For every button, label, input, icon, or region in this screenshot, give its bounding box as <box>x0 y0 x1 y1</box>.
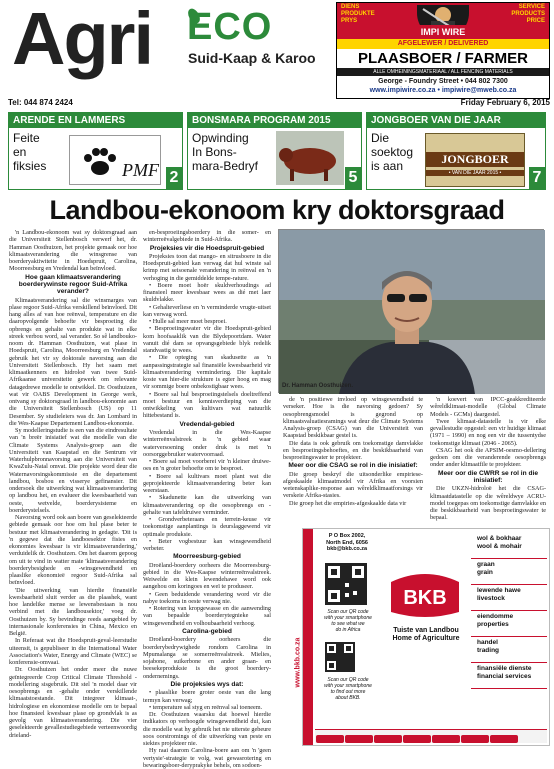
ad-strip: ALLE OMHEININGSMATERIAAL / ALL FENCING MATERIALS <box>337 68 549 76</box>
ad-products: PRODUCTS <box>511 11 545 17</box>
bkb-category: handel trading <box>471 637 547 663</box>
bullet: • Grondverbeteraars en terrein-keuse vir toekomstige aanplantings is deurslaggewend vir optimale produksie. <box>143 516 271 538</box>
impi-wire-advert[interactable] <box>336 2 550 99</box>
article-headline: Landbou-ekonoom kry doktorsgraad <box>49 195 505 225</box>
pmf-text: PMF <box>122 160 159 180</box>
ad-contact <box>337 77 549 95</box>
subheading: Carolina-gebied <box>182 627 232 635</box>
ad-price: PRICE <box>526 18 545 24</box>
bull-photo <box>276 131 344 185</box>
bkb-category: eiendomme properties <box>471 611 547 637</box>
paragraph: Klimaatsverandering sal die winsmarges van plase regoor Suid-Afrika verskillend beïnvloed. Dit hang alles af van hoe reënval, temperature en die daaropvolgende behoefte vir besproeiing die opbrengs en gehalte van produkte wat in elke streek verbou word, sal verander. So sê landbouko-noom dr. Hamman Oosthuizen, wat plase in Hoedspruit, Carolina, Moorreesburg en Vredendal gebruik het vir sy doktorale navorsing aan die Universiteit Stellenbosch. Hy het saam met klimaatkenners en hidroloë van twee Suid-Afrikaanse universiteite gewerk om relevante datagedrewe modelle te ontwikkel. Dr. Oosthuizen, wat vir OABS Development in George werk, ontvang sy doktorsgraad in landbou-ekonomie aan die Universiteit Stellenbosch (US) op 11 Desember. Sy studieleiers was dr. Jan Lombard in die Wes-Kaapse Departement Landbou-ekonomie. <box>9 296 137 427</box>
bkb-side-bar <box>303 529 313 745</box>
article-column-3 <box>283 396 423 524</box>
ad-web[interactable]: www.impiwire.co.za • impiwire@mweb.co.za <box>369 87 517 94</box>
bullet: • Geen beduidende verandering word vir die nabye toekoms in oeste verwag nie. <box>143 590 271 605</box>
ad-prys: PRYS <box>341 18 358 24</box>
jongboer-logo-text: JONGBOER <box>426 152 524 167</box>
bullet: • Besproeiingswater vir die Hoedspruit-gebied kom hoofsaaklik van die Blydepoortdam. Water vanuit dié dam se opvangsgebiede blyk redelik standvastig te wees. <box>143 325 271 355</box>
article-column-2 <box>143 229 271 769</box>
brand-badge-icon <box>316 735 344 743</box>
teaser-header: JONGBOER VAN DIE JAAR <box>367 113 545 128</box>
bkb-logo-icon <box>383 564 467 624</box>
dateline <box>8 98 550 111</box>
man-portrait-icon <box>279 230 545 394</box>
paragraph: Twee klimaat-datastelle is vir elke gevallestudie opgestel: een vir huidige klimaat (1971 – 1990) en nog een vir die tussentydse toekomstige klimaat (2046 - 2065). <box>430 417 546 447</box>
teaser-text: Opwinding In Bons- mara-Bedryf <box>192 131 259 173</box>
subheading: Meer oor die CSAG se rol in die inisiatief: <box>288 462 418 470</box>
teaser-page-number: 2 <box>166 167 182 189</box>
teaser-text: Feite en fiksies <box>13 131 47 173</box>
brand-badge-icon <box>461 735 489 743</box>
paragraph: 'Die uitwerking van hierdie finansiële kwesbaarheid sluit verder as die plaashek, want hoe landelike mense se lewensbestaan is nou verbind met die landbousektor,' voeg dr. Oosthuizen by. Sy bevindinge reeds aangebied by internasionale konferensies in China, Mexico en België. <box>9 586 137 638</box>
jongboer-logo-sub: • VAN DIE JAAR 2015 • <box>426 170 524 176</box>
teaser-header: BONSMARA PROGRAM 2015 <box>188 113 361 128</box>
ad-brand: IMPI WIRE <box>337 25 549 39</box>
bullet: • Skadunette kan die uitwerking van klimaatsverandering op die oesopbrengs en -gehalte van tafeldruiwe verminder. <box>143 494 271 516</box>
telephone: Tel: 044 874 2424 <box>8 98 73 107</box>
paragraph: Droëland-boerdery oorheers die Moorreesburg-gebied in die Wes-Kaapse winterreënvalstreek. Weiwelde en klein lewendehawe word ook aangehou om koringoes en weï te produseer. <box>143 561 271 591</box>
paragraph: Die groep het die empiries-afgeskaalde data vir <box>289 499 407 507</box>
paragraph: Navorsing word ook aan boere van geselekteerde gebiede gemaak oor hoe om hul plase beter te bestuur met klimaatverandering in gedagte. 'Dit is 'n gegewe dat die landboesektor fisies en ekonomies kwesbaar is vir klimaatsverandering,' verduidelik dr. Oosthuizen. Om het daarom gepoog om uit te vind in watter mate 'klimaatsverandering boerderybesighede en -winsgewendheid en plaaslike ekonomieë regoor Suid-Afrika sal beïnvloed. <box>9 514 137 587</box>
qr-code-caption: Scan our QR code with your smartphone to find out more about BKB. <box>324 677 372 701</box>
paragraph: CSAG het ook die APSIM-oesmo-dellering gedoen om die veranderende oesopbrengs onder ander klimaatfile te projekteer. <box>430 446 546 469</box>
paragraph: Die groep beskryf die uitsonderlike empiriese-afgeskaalde klimaatmodel vir Afrika en voorsien wetenskaplike-response aan wêreldklimaatforsings vir verskeie Afrika-stasies. <box>283 470 423 500</box>
teaser-jongboer[interactable] <box>366 112 546 190</box>
bullet: • Hulle sal meer moet besproei. <box>149 318 227 326</box>
paragraph: Droëland-boerdery oorheers die boerderybedrywighede rondom Carolina in Mpumalanga se somerreënvalstreek. Mielies, sojabone, suikerbone en ander graan- en beesekeproduksie is die groot boerdery-ondernemings. <box>143 636 271 680</box>
teaser-text: Die soektog is aan <box>371 131 414 173</box>
teaser-bonsmara[interactable] <box>187 112 362 190</box>
jongboer-logo <box>425 133 525 187</box>
bkb-website[interactable]: www.bkb.co.za <box>294 637 302 688</box>
paragraph: Projeksies toon dat mango- en sitrusboere in die Hoedspruit-gebied kan verwag dat hul winste sal krimp met seisoenale verandering in reënval en 'n verhoging in die gemiddelde tempe-rature. <box>143 252 271 282</box>
teaser-header: ARENDE EN LAMMERS <box>9 113 182 128</box>
bkb-category: lewende hawe livestock <box>471 585 547 611</box>
paragraph: Dr. Oosthuizen het onder meer die nuwe geïntegreerde Crop Critical Climate Threshold -modellering sisgebruik. Dit stel 'n model daar vir oesopbrengs en -gehalte onder verskillende klimaatstoestande. Dit integreer klimaat-, hidrologiese en ekonomiese modelle om te bepaal hoe finansieel kwesbaar plase op grondvlak is as gevolg van klimaatsverandering. Die vier geselekteerde gevallestudiegebiede verteenwoordig drieland- <box>9 666 137 739</box>
photo-caption: Dr. Hamman Oosthuizen. <box>282 383 354 389</box>
masthead-region: Suid-Kaap & Karoo <box>188 50 316 66</box>
subheading: Vredendal-gebied <box>179 420 235 428</box>
bullet: • Rotering van kropgewasse en die aanwending van bepaalde boerderytegnieke sal winsgewendheid en volhoubaarheid verhoog. <box>143 605 271 627</box>
bullet: • Beter vogbestuur kan winsgewendheid verbeter. <box>143 537 271 553</box>
ad-produkte: PRODUKTE <box>341 11 375 17</box>
paragraph: Dr. Oosthuizen waarsku dat hoewel hierdie indikators op verhoogde winsgewendheid dui, kan die modelle wat hy gebruik het nie uiterste gebeure soos oorstromings of die uitwerking van peste en siektes projekteer nie. <box>143 711 271 748</box>
subheading: Die projeksies wys dat: <box>170 680 244 688</box>
bkb-categories <box>471 533 547 689</box>
paragraph: Die data is ook gebruik om toekomstige damvlakke en besproeiingsbehoeftes, en die beskikbaarheid van besproeiingswater te projekteer. <box>283 439 423 461</box>
bkb-advert[interactable] <box>294 528 550 746</box>
bullet: • Gehalteverliese en 'n verminderde vrugte-uitset kan verwag word. <box>143 303 271 318</box>
qr-code-icon[interactable] <box>325 642 355 672</box>
ad-slogan: AFGELEWER / DELIVERED <box>337 39 549 49</box>
paragraph: 'n koevert van IPCC-geakkrediteerde wêreldklimaat-modelle (Global Climate Models - GCMs) daargestel. <box>430 396 546 418</box>
teaser-page-number: 7 <box>529 167 545 189</box>
brand-badge-icon <box>403 735 431 743</box>
ad-plaasboer: PLAASBOER / FARMER <box>357 50 528 67</box>
brand-badge-icon <box>374 735 402 743</box>
teaser-arende[interactable] <box>8 112 183 190</box>
subheading: Meer oor die CWRR se rol in die inisiatief: <box>437 469 539 484</box>
subheading: Hoe gaan klimaatsverandering boerderywinste regoor Suid-Afrika verander? <box>18 273 128 296</box>
bullet: • plaaslike boere groter oeste van die lang termyn kan verwag; <box>143 689 271 704</box>
paragraph: Die UKZN-hidroloë het die CSAG-klimaatdatastelle op die wêreldwye ACRU-model toegepas om toekomstige damvlakke en die beskikbaarheid van besproeiingswater te bepaal. <box>430 485 546 522</box>
bkb-category: graan grain <box>471 559 547 585</box>
brand-badge-icon <box>432 735 460 743</box>
bull-icon <box>276 131 344 185</box>
bkb-tagline: Tuiste van Landbou Home of Agriculture <box>392 627 460 642</box>
qr-code-caption: Scan our QR code with your smartphone to see what we do in Africa <box>324 609 372 633</box>
paragraph: In Referaat wat die Hoedspruit-geval-leerstudie uiteensit, is gepubliseer in die International Water Association's Water, Energy and Climate (WEC) se konferensie-omvaai. <box>9 637 137 667</box>
bkb-category: finansiële dienste financial services <box>471 663 547 689</box>
issue-date: Friday February 6, 2015 <box>460 98 550 107</box>
masthead-agri: Agri <box>12 0 152 80</box>
masthead-eco: ECO <box>187 6 273 48</box>
bkb-category: wol & bokhaar wool & mohair <box>471 533 547 559</box>
paragraph: Sy modelleringstudie is een van die eindresultate van 'n breër inisiatief wat die modelle van die Climate Systems Analysis-groep aan die Universiteit van Kaapstad en die Sentrum vir Waterhulpbronnavorsing aan die Universiteit van KwaZulu-Natal omvat. Die projekte word deur die Waternavorsingskommissie en die departement landbou, bosbou en visserye gefinansier. Dit ondersoek die uitwerking wat klimaatsverandering op landbou het, en evalueer die kwesbaarheid van oeste, wetvelde, boerderysisteme en boerderystelsels. <box>9 427 137 514</box>
article-column-1 <box>9 229 137 747</box>
subheading: Projeksies vir die Hoedspruit-gebied <box>149 244 265 252</box>
bkb-logo-text: BKB <box>403 587 447 609</box>
paragraph: Hy raai daarom Carolina-boere aan om 'n 'geen vertysie'-strategie te volg, wat gewasrotering en bewaringsboer-deryprakyke behels, om sodoen- <box>143 747 271 769</box>
bkb-brand-strip <box>315 729 547 743</box>
bullet: • Die opteging van skadusette as 'n aanpassingstrategie sal finansiële kwesbaarheid vir klimaatverandering vermindering. Die kapitale koste van hier-die strukture is egter hoog en mag vir sommige boere onbekostigbaar wees. <box>143 354 271 391</box>
ad-service: SERVICE <box>518 4 545 10</box>
bullet: • Boere sal hul besproeiingstelsels doeltreffend moet bestuur en kennisverdieping van die ontwikkeling van kultivars wat natuurlik hittebestand is. <box>143 390 271 420</box>
paragraph: de 'n positiewe invloed op winsgewendheid te verseker. Hoe is die navorsing gedoen? Sy oesopbrengsmodel is gegrond op klimaatsvaluatiesramings wat deur die Climate Systems Analysis-groep (CSAG) van die Universiteit van Kaapstad beskikbaar gestel is. <box>283 396 423 440</box>
subheading: Moorreesburg-gebied <box>173 553 241 561</box>
paragraph: en-besproeiingsboerdery in die somer- en winterreëvalgebiede in Suid-Afrika. <box>143 229 271 244</box>
brand-badge-icon <box>345 735 373 743</box>
teaser-page-number: 5 <box>345 167 361 189</box>
bullet: • Boere sal kultivars moet plant wat die geprojekteerde klimaatverandering beter kan weerstaan. <box>143 472 271 495</box>
portrait-photo <box>278 229 544 393</box>
article-column-4 <box>430 396 546 524</box>
paragraph: 'n Landbou-ekonoom wat sy doktorsgraad aan die Universiteit Stellenbosch verwerf het, dr. Hamman Oosthuizen, het projekte gemaak oor hoe klimaatsverandering die winsgrense van boerderyaktiwiteite in Hoedspruit, Carolina, Moorreesburg en Vredendal kan beïnvloed. <box>9 229 137 273</box>
brand-badge-icon <box>490 735 518 743</box>
ad-address: George - Foundry Street • 044 802 7300 <box>378 78 508 85</box>
bullet: • Boere sal moet voorberei vir 'n kleiner druiwe-oes en 'n groter behoefte om te besproei. <box>143 458 271 473</box>
bullet: • Boere moet hoër skuldverhoudings ad finansieel meer kwesbaar wees as dié met laer skuldvlakke. <box>143 281 271 304</box>
ad-diens: DIENS <box>341 4 360 10</box>
qr-code-icon[interactable] <box>325 563 367 605</box>
paragraph: Vredendal in die Wes-Kaapse winterreënvalstreek is 'n gebied waar waterversoening onder druk is met 'n oorsorggebruiker watervoorraad. <box>143 429 271 458</box>
pmf-logo <box>69 135 161 185</box>
bkb-address: P O Box 2002, North End, 6056 bkb@bkb.co.za <box>326 533 368 553</box>
bullet: • temperature sal styg en reënval sal toeneem. <box>149 703 263 711</box>
